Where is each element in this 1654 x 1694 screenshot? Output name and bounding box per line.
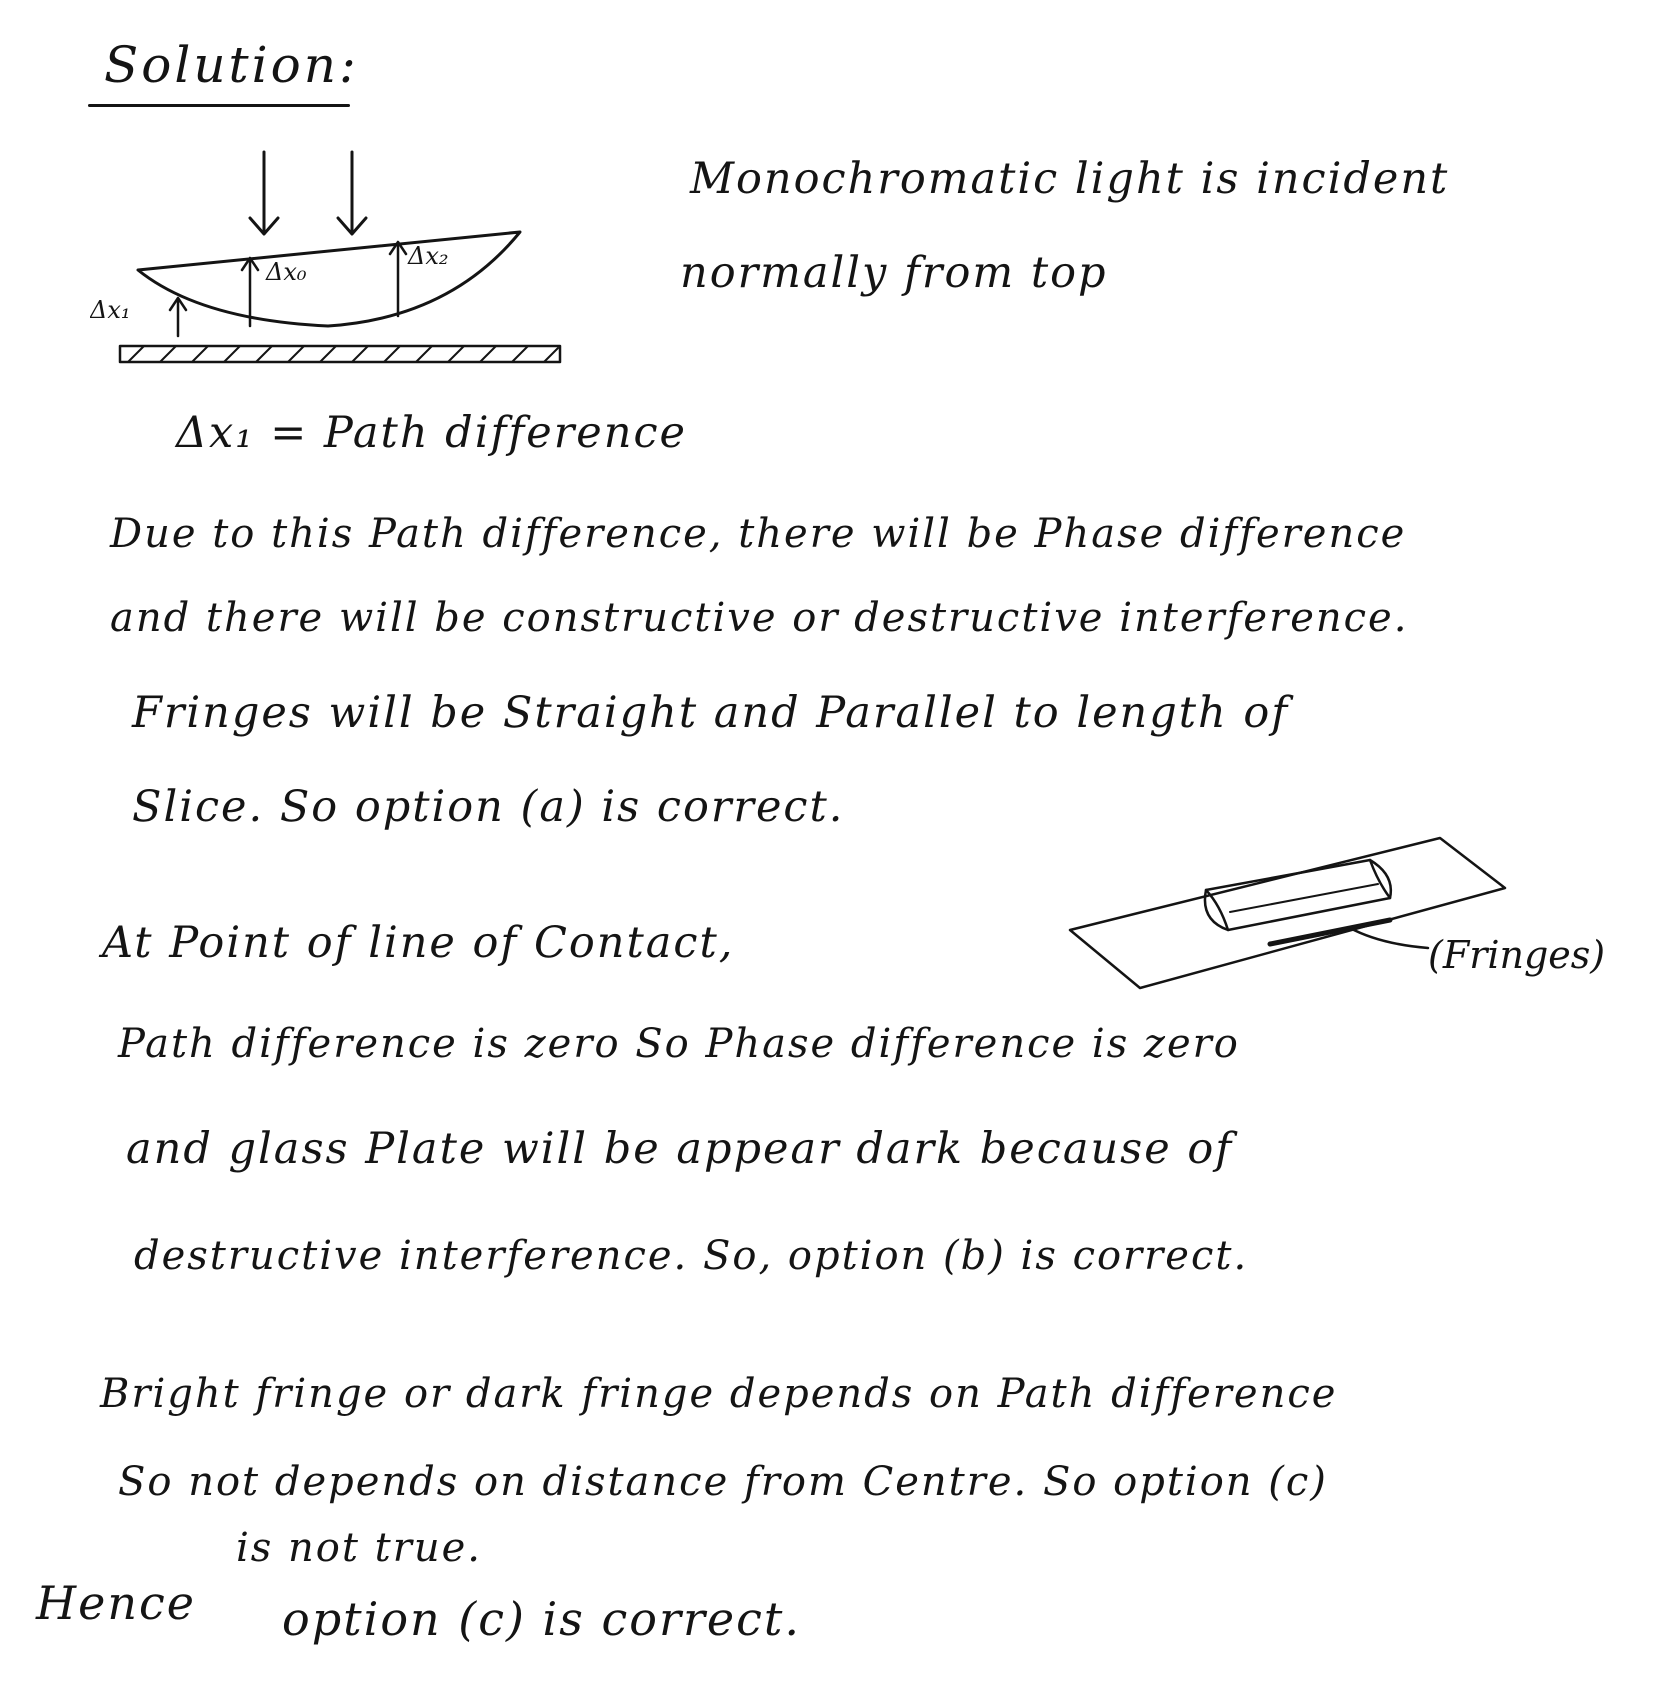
paragraph3-line4: destructive interference. So, option (b) is correct.: [134, 1233, 1249, 1279]
title-underline: [88, 104, 350, 107]
paragraph4-line2: So not depends on distance from Centre. So option (c): [118, 1459, 1328, 1505]
cylinder-slice: [1205, 860, 1391, 930]
paragraph3-line3: and glass Plate will be appear dark because of: [126, 1124, 1234, 1174]
solution-title: Solution:: [104, 36, 359, 94]
fringe-line: [1270, 920, 1390, 944]
incident-line-2: normally from top: [680, 248, 1108, 298]
fringes-label: (Fringes): [1428, 933, 1606, 977]
paragraph3-line1: At Point of line of Contact,: [102, 918, 735, 968]
lens-diagram: [90, 140, 570, 370]
paragraph4-line3: is not true.: [236, 1525, 483, 1571]
lens-outline: [138, 232, 520, 326]
label-dx0: Δx₀: [266, 258, 307, 286]
conclusion-text: option (c) is correct.: [282, 1592, 802, 1646]
plate-fringes-diagram: [1060, 820, 1620, 1020]
path-difference-equation: Δx₁ = Path difference: [176, 408, 687, 458]
paragraph3-line2: Path difference is zero So Phase difference is zero: [118, 1021, 1240, 1067]
paragraph1-line2: and there will be constructive or destructive interference.: [110, 595, 1409, 641]
paragraph2-line2: Slice. So option (a) is correct.: [132, 782, 845, 832]
paragraph2-line1: Fringes will be Straight and Parallel to length of: [132, 688, 1290, 738]
label-dx2: Δx₂: [408, 242, 449, 270]
label-dx1: Δx₁: [90, 296, 131, 324]
paragraph1-line1: Due to this Path difference, there will be Phase difference: [110, 511, 1407, 557]
incident-line-1: Monochromatic light is incident: [690, 154, 1450, 204]
hence-label: Hence: [36, 1576, 196, 1630]
paragraph4-line1: Bright fringe or dark fringe depends on Path difference: [100, 1371, 1338, 1417]
